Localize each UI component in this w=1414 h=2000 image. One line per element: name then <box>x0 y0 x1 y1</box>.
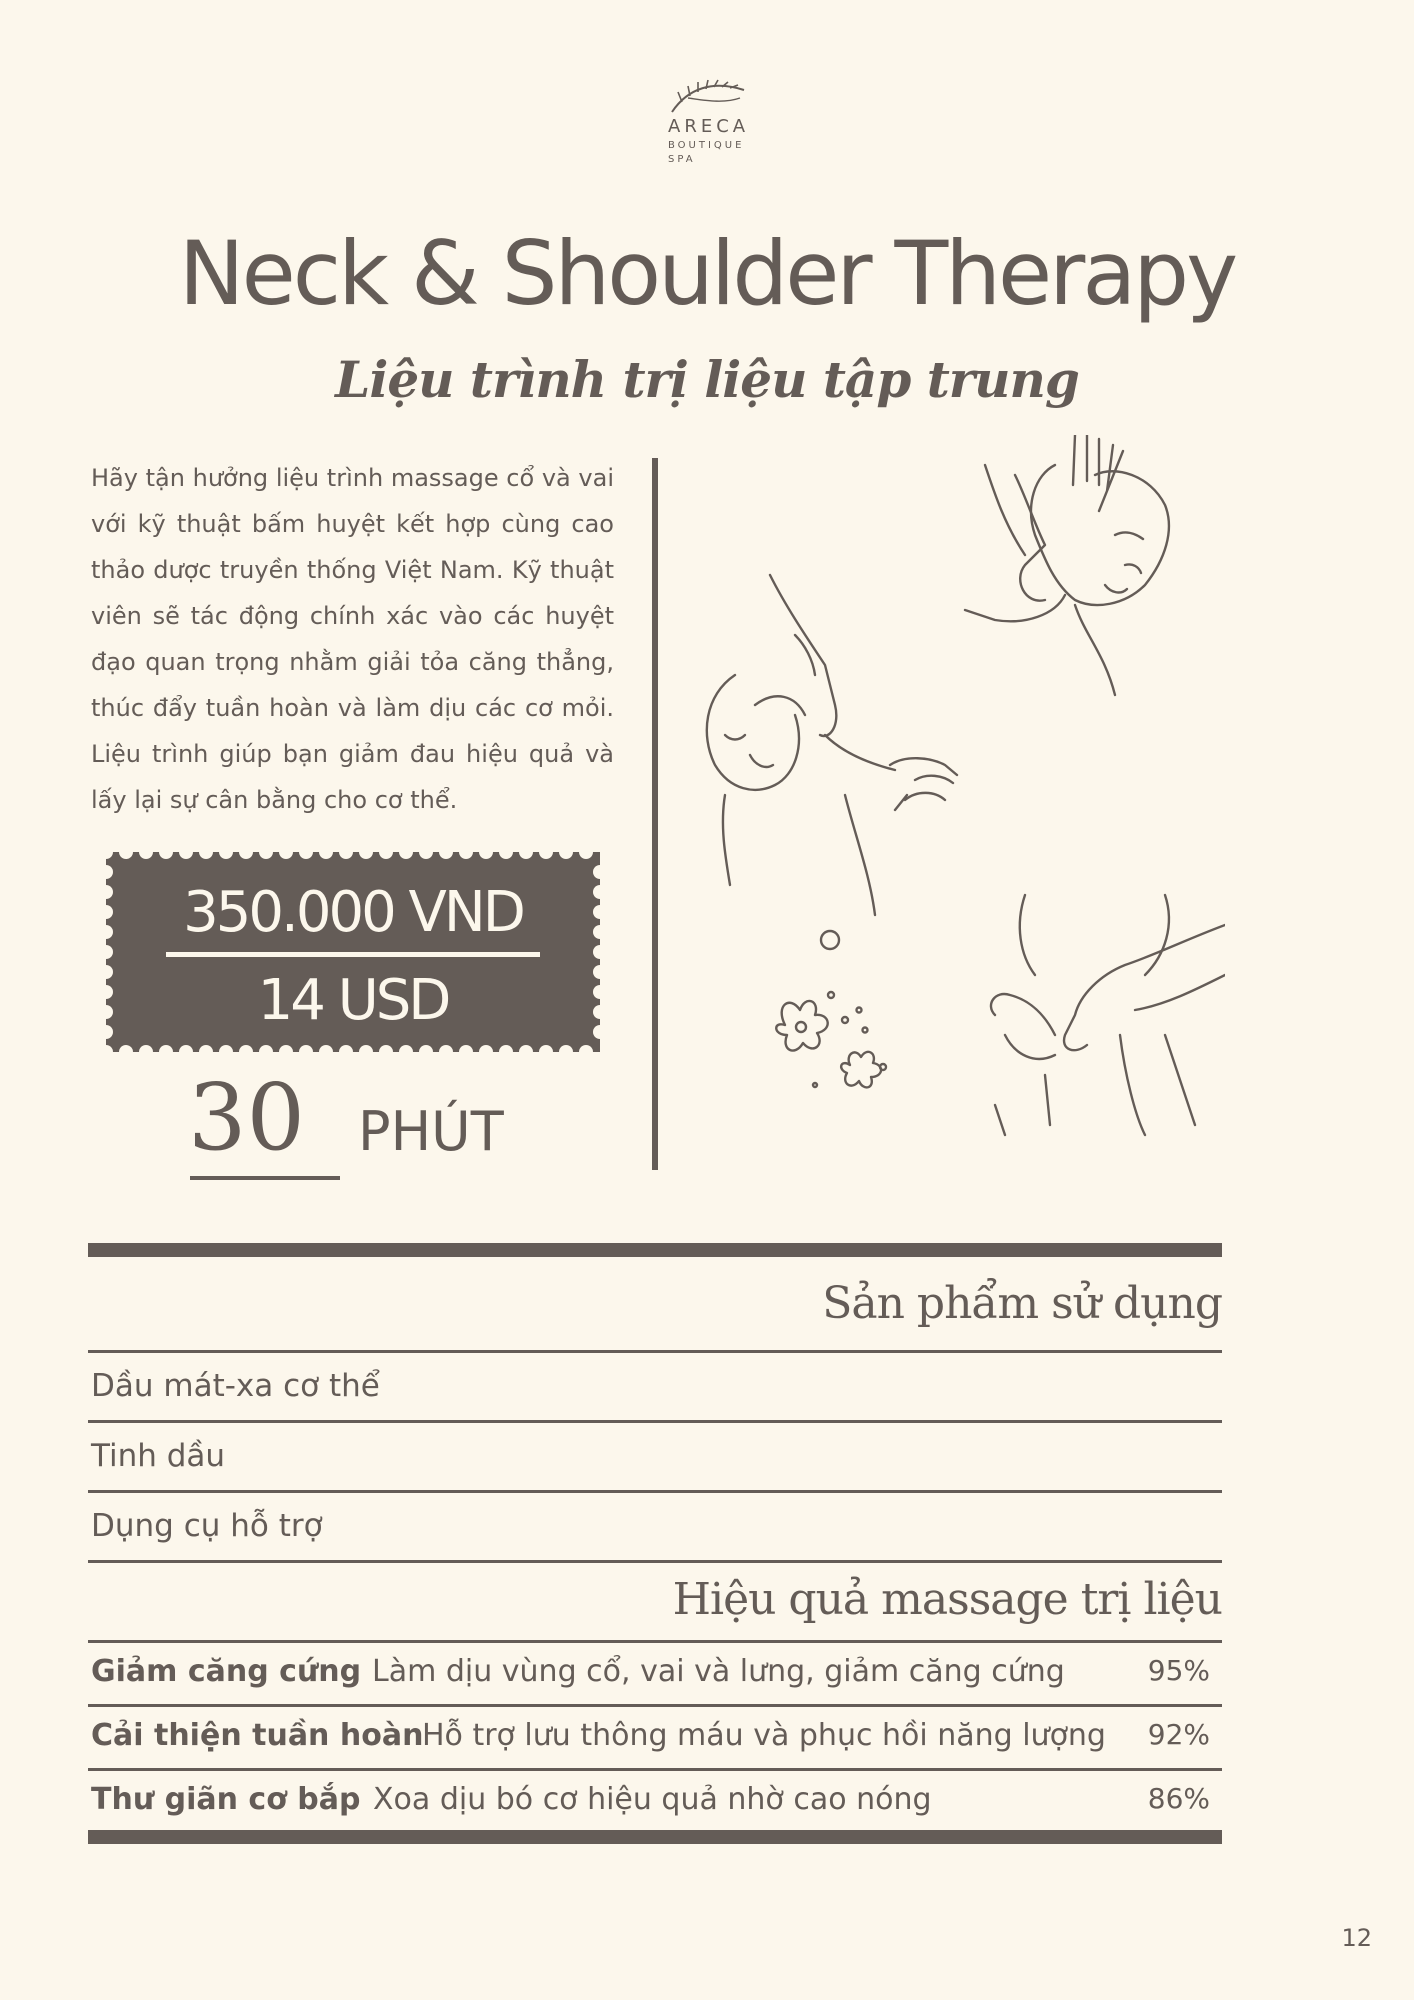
benefits-rule-1 <box>88 1640 1222 1643</box>
product-item: Tinh dầu <box>91 1438 226 1474</box>
price-vnd: 350.000 VND <box>183 880 523 945</box>
products-rule-2 <box>88 1420 1222 1423</box>
benefit-name: Thư giãn cơ bắp <box>91 1782 361 1817</box>
brand-logo <box>660 78 760 178</box>
duration-value: 30 <box>188 1064 306 1171</box>
brand-line-2: BOUTIQUE <box>668 140 745 151</box>
price-usd: 14 USD <box>257 968 449 1033</box>
price-divider <box>166 952 540 957</box>
product-item: Dụng cụ hỗ trợ <box>91 1508 323 1544</box>
palm-leaf-icon <box>668 78 748 118</box>
benefit-description: Xoa dịu bó cơ hiệu quả nhờ cao nóng <box>373 1782 932 1817</box>
face-massage-illustration <box>965 435 1169 695</box>
benefit-percent: 86% <box>1147 1782 1210 1815</box>
products-rule-3 <box>88 1490 1222 1493</box>
benefits-rule-3 <box>88 1768 1222 1771</box>
products-heading: Sản phẩm sử dụng <box>822 1278 1222 1329</box>
shoulder-massage-illustration <box>707 575 957 915</box>
benefits-heading: Hiệu quả massage trị liệu <box>672 1574 1222 1625</box>
massage-illustration <box>695 435 1225 1155</box>
brand-name: ARECA <box>668 116 750 137</box>
page-number: 12 <box>1341 1924 1372 1952</box>
benefit-name: Cải thiện tuần hoàn <box>91 1718 424 1753</box>
benefit-name: Giảm căng cứng <box>91 1654 362 1689</box>
benefits-rule-2 <box>88 1704 1222 1707</box>
duration-underline <box>190 1176 340 1180</box>
benefit-description: Hỗ trợ lưu thông máu và phục hồi năng lượng <box>422 1718 1106 1753</box>
products-rule-1 <box>88 1350 1222 1353</box>
treatment-description: Hãy tận hưởng liệu trình massage cổ và vai với kỹ thuật bấm huyệt kết hợp cùng cao thảo dược truyền thống Việt Nam. Kỹ thuật viên sẽ tác động chính xác vào các huyệt đạo quan trọng nhằm giải tỏa căng thẳng, thúc đẩy tuần hoàn và làm dịu các cơ mỏi. Liệu trình giúp bạn giảm đau hiệu quả và lấy lại sự cân bằng cho cơ thể. <box>91 464 614 814</box>
price-stamp <box>106 852 600 1052</box>
product-item: Dầu mát-xa cơ thể <box>91 1368 380 1404</box>
section-bottom-rule <box>88 1830 1222 1844</box>
brand-line-3: SPA <box>668 154 696 165</box>
flower-decoration <box>776 992 886 1087</box>
section-top-rule <box>88 1243 1222 1257</box>
products-rule-4 <box>88 1560 1222 1563</box>
benefit-percent: 92% <box>1147 1718 1210 1751</box>
vertical-divider <box>652 458 658 1170</box>
page-title: Neck & Shoulder Therapy <box>178 222 1236 325</box>
duration-unit: PHÚT <box>358 1100 504 1163</box>
benefit-description: Làm dịu vùng cổ, vai và lưng, giảm căng cứng <box>372 1654 1065 1689</box>
back-massage-illustration <box>821 895 1225 1135</box>
benefit-percent: 95% <box>1147 1654 1210 1687</box>
page-subtitle: Liệu trình trị liệu tập trung <box>335 350 1079 409</box>
